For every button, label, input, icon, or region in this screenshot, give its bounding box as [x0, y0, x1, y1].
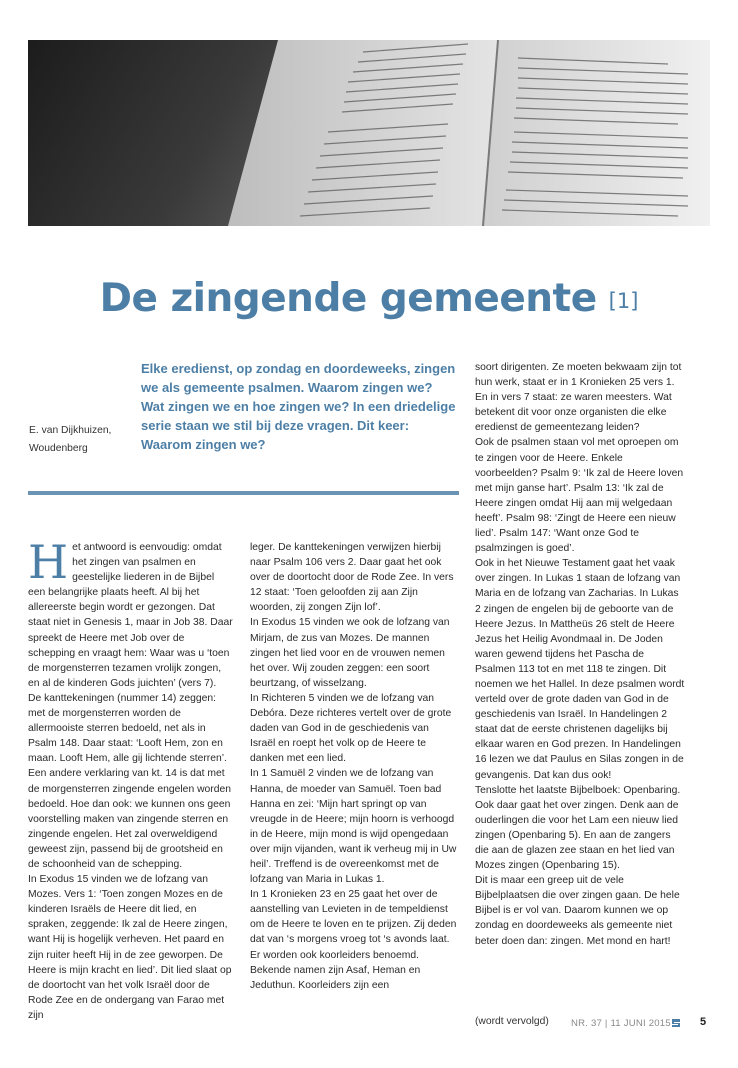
paragraph: Ook in het Nieuwe Testament gaat het vaak over zingen. In Lukas 1 staan de lofzang van Maria en de lofzang van Zacharias. In Lukas 2 zingen de engelen bij de geboorte van de Heere Jezus. In Mattheüs 26 stelt de Heere Jezus het Heilig Avondmaal in. De Joden waren gewend tijdens het Pascha de Psalmen 113 tot en met 118 te zingen. Dit noemen we het Hallel. In deze psalmen wordt verteld over de grote daden van God in de geschiedenis van Israël. In Handelingen 2 staat dat de eerste christenen dagelijks bij elkaar waren en God prezen. In Handelingen 16 lezen we dat Paulus en Silas zongen in de gevangenis. Dat kan dus ook! [475, 558, 685, 781]
series-part: [1] [608, 289, 639, 313]
article-intro: Elke eredienst, op zondag en doordeweeks, zingen we als gemeente psalmen. Waarom zingen we? Wat zingen we en hoe zingen we? In een driedelige serie staan we stil bij deze vragen. Dit keer: Waarom zingen we? [141, 361, 456, 452]
end-of-article-icon [670, 1016, 682, 1028]
page-number: 5 [700, 1016, 707, 1028]
paragraph: et antwoord is eenvoudig: omdat het zingen van psalmen en geestelijke liederen in de Bijbel een belangrijke plaats heeft. Al bij het allereerste begin wordt er gezongen. Dat staat niet in Genesis 1, maar in Job 38. Daar spreekt de Heere met Job over de schepping en vraagt hem: Waar was u ‘toen de morgensterren tezamen vrolijk zongen, en al de kinderen Gods juichten’ (vers 7). [28, 542, 233, 689]
paragraph: In 1 Kronieken 23 en 25 gaat het over de aanstelling van Levieten in de tempeldienst om de Heere te loven en te prijzen. Zij deden dat van ‘s morgens vroeg tot ‘s avonds laat. Er worden ook koorleiders benoemd. Bekende namen zijn Asaf, Heman en Jeduthun. Koorleiders zijn een [250, 889, 457, 991]
paragraph: Tenslotte het laatste Bijbelboek: Openbaring. Ook daar gaat het over zingen. Denk aan de ouderlingen die voor het Lam een nieuw lied zingen (Openbaring 5). En aan de zangers die aan de glazen zee staan en het lied van Mozes zingen (Openbaring 15). [475, 784, 681, 872]
continued-note: (wordt vervolgd) [475, 1016, 549, 1027]
article-title: De zingende gemeente [99, 276, 597, 321]
text-column-1 [28, 535, 234, 1023]
text-column-2 [250, 540, 457, 993]
drop-cap: H [28, 535, 69, 589]
paragraph: Dit is maar een greep uit de vele Bijbelplaatsen die over zingen gaan. De hele Bijbel is er vol van. Daarom kunnen we op zondag en doordeweeks als gemeente niet beter doen dan: zingen. Met mond en hart! [475, 875, 680, 947]
paragraph: leger. De kanttekeningen verwijzen hierbij naar Psalm 106 vers 2. Daar gaat het ook over de doortocht door de Rode Zee. In vers 12 staat: ‘Toen geloofden zij aan Zijn woorden, zij zongen Zijn lof’. [250, 542, 454, 614]
header-photo [28, 40, 710, 226]
text-column-3 [475, 360, 685, 949]
paragraph: In 1 Samuël 2 vinden we de lofzang van Hanna, de moeder van Samuël. Toen bad Hanna en zei: ‘Mijn hart springt op van vreugde in de Heere; mijn hoorn is verhoogd in de Heere, mijn mond is wijd opengedaan over mijn vijanden, want ik verheug mij in Uw heil’. Treffend is de overeenkomst met de lofzang van Maria in Lukas 1. [250, 768, 457, 886]
paragraph: De kanttekeningen (nummer 14) zeggen: met de morgensterren worden de allermooiste sterren bedoeld, net als in Psalm 148. Daar staat: ‘Looft Hem, zon en maan. Looft Hem, alle gij lichtende sterren’. Een andere verklaring van kt. 14 is dat met de morgensterren zingende engelen worden bedoeld. Hoe dan ook: we kunnen ons geen voorstelling maken van zingende sterren en zingende engelen. Het zal overweldigend geweest zijn, passend bij de grootsheid en de schoonheid van de schepping. [28, 692, 231, 870]
article-title-block [28, 276, 710, 321]
paragraph: Ook de psalmen staan vol met oproepen om te zingen voor de Heere. Enkele voorbeelden? Psalm 9: ‘Ik zal de Heere loven met mijn ganse hart’. Psalm 13: ‘Ik zal de Heere zingen omdat Hij aan mij welgedaan heeft’. Psalm 98: ‘Zingt de Heere een nieuw lied’. Psalm 147: ‘Want onze God te psalmzingen is goed’. [475, 437, 684, 555]
divider-rule [28, 491, 459, 495]
open-book-photo [28, 40, 710, 226]
paragraph: In Exodus 15 vinden we ook de lofzang van Mirjam, de zus van Mozes. De mannen zingen het lied voor en de vrouwen nemen het over. Wij zouden zeggen: een soort beurtzang, of wisselzang. [250, 617, 450, 689]
paragraph: In Exodus 15 vinden we de lofzang van Mozes. Vers 1: ‘Toen zongen Mozes en de kinderen Israëls de Heere dit lied, en spraken, zeggende: Ik zal de Heere zingen, want Hij is hogelijk verheven. Het paard en zijn ruiter heeft Hij in de zee geworpen. De Heere is mijn kracht en lied’. Dit lied slaat op de doortocht van het volk Israël door de Rode Zee en de ondergang van Farao met zijn [28, 874, 232, 1021]
paragraph: soort dirigenten. Ze moeten bekwaam zijn tot hun werk, staat er in 1 Kronieken 25 vers 1. En in vers 7 staat: ze waren meesters. Wat betekent dit voor onze organisten die elke eredienst de gemeentezang leiden? [475, 362, 682, 434]
issue-info: NR. 37 | 11 JUNI 2015 [571, 1018, 671, 1029]
author-byline: E. van Dijkhuizen, Woudenberg [29, 425, 112, 454]
paragraph: In Richteren 5 vinden we de lofzang van Debóra. Deze richteres vertelt over de grote daden van God in de geschiedenis van Israël en roept het volk op de Heere te danken met een lied. [250, 692, 452, 765]
